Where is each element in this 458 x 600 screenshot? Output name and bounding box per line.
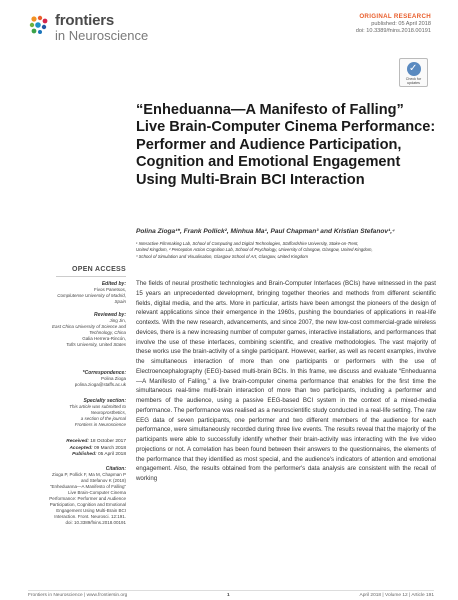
specialty-heading: Specialty section:: [83, 398, 126, 404]
doi[interactable]: doi: 10.3389/fnins.2018.00191: [355, 28, 431, 34]
abstract-text: The fields of neural prosthetic technologies and Brain-Computer Interfaces (BCIs) have witnessed in the past 15 years an unprecedented development, bringing together theories and methods from different scientific fields, digital media, and the arts. More in particular, artists have been amongst the pioneers of the design of relevant applications since their emergence in the 1960s, pushing the boundaries of applications in real-life contexts. With the new research, advancements, and since 2007, the new low-cost commercial-grade wireless devices, there is a new increasing number of computer games, interactive installations, and performances that involve the use of these interfaces, combining scientific, and creative methodologies. The vast majority of these works use the brain-activity of a single participant. However, earlier, as well as recent examples, involve the simultaneous interaction of more than one participants or performers with the use of Electroencephalography (EEG)-based multi-brain BCIs. In this frame, we discuss and evaluate “Enheduanna—A Manifesto of Falling,” a live brain-computer cinema performance that enables for the first time the simultaneous real-time multi-brain interaction of more than two participants, including a performer and members of the audience, using a passive EEG-based BCI system in the context of a mixed-media performance. The performance was realised as a neuroscientific study conducted in a real-life setting. The raw EEG data of seven participants, one performer and two different members of the audience for each performance, were simultaneously recorded during three live events. The results reveal that the majority of the participants were able to successfully identify whether their brain-activity was interacting with the live video projections or not. A correlation has been found between their answers to the questionnaires, the elements of the performance that they identified as most special, and the audience's indicators of attention and emotional engagement. Also, the results obtained from the performer's data analysis are consistent with the recall of working: [136, 280, 436, 482]
specialty-line: Neuroprosthetics,: [90, 410, 126, 415]
sidebar-divider: [56, 276, 126, 277]
published-date: published: 05 April 2018: [371, 20, 431, 27]
citation-heading: Citation:: [105, 466, 126, 472]
citation-line: “Enheduanna—A Manifesto of Falling”: [49, 484, 126, 489]
published-row: Published: 05 April 2018: [72, 452, 126, 457]
reviewed-by-block: [28, 312, 126, 348]
footer-volume: April 2018 | Volume 12 | Article 191: [359, 593, 434, 598]
citation-line: Participation, Cognition and Emotional: [49, 502, 126, 507]
reviewer-affiliation: East China University of Science and: [51, 324, 126, 329]
citation-doi[interactable]: doi: 10.3389/fnins.2018.00191: [65, 520, 126, 525]
correspondent-email[interactable]: polina.zioga@staffs.ac.uk: [74, 382, 126, 387]
citation-line: Live Brain-Computer Cinema: [67, 490, 126, 495]
affiliations: [136, 241, 441, 260]
journal-logo: [28, 12, 178, 50]
correspondence-block: [28, 370, 126, 388]
dates-block: [28, 439, 126, 459]
editor-affiliation: Complutense University of Madrid,: [57, 293, 126, 298]
citation-block: [28, 466, 126, 526]
received-row: Received: 18 October 2017: [66, 439, 126, 444]
article-type: ORIGINAL RESEARCH: [359, 13, 431, 20]
specialty-block: [28, 398, 126, 428]
brand-sub: in Neuroscience: [55, 28, 149, 43]
reviewer-name: Galia Herrera-Rincón,: [82, 336, 126, 341]
affiliation-line: ¹ Interactive Filmmaking Lab, School of Computing and Digital Technologies, Staffordshire University, Stoke-on-Trent,: [136, 241, 359, 246]
editor-country: Spain: [114, 299, 126, 304]
brand-big: frontiers: [55, 12, 115, 29]
accepted-row: Accepted: 09 March 2018: [69, 445, 126, 451]
page-number: 1: [227, 593, 230, 598]
specialty-line: Frontiers in Neuroscience: [74, 422, 126, 427]
badge-label: Check for updates: [405, 77, 422, 85]
citation-line: Performance: Performer and Audience: [49, 496, 126, 501]
author-list: Polina Zioga¹*, Frank Pollick², Minhua Ma¹, Paul Chapman³ and Kristian Stefanov¹,⁴: [136, 228, 395, 235]
reviewed-by-heading: Reviewed by:: [94, 312, 126, 318]
footer-divider: [28, 590, 434, 591]
reviewer-name: Jing Jin,: [109, 318, 126, 323]
open-access-label: OPEN ACCESS: [72, 266, 126, 273]
check-for-updates-badge[interactable]: [399, 58, 428, 87]
checkmark-icon: ✓: [409, 63, 418, 74]
reviewer-affiliation: Technology, China: [89, 330, 126, 335]
specialty-line: a section of the journal: [80, 416, 126, 421]
footer-journal[interactable]: Frontiers in Neuroscience | www.frontiersin.org: [28, 593, 128, 598]
correspondent-name: Polina Zioga: [100, 376, 126, 381]
specialty-line: This article was submitted to: [69, 404, 126, 409]
reviewer-affiliation: Tufts University, United States: [66, 342, 126, 347]
editor-name: Fivos Panetsos,: [93, 287, 126, 292]
citation-line: Zioga P, Pollick F, Ma M, Chapman P: [52, 472, 126, 477]
correspondence-heading: *Correspondence:: [82, 370, 126, 376]
brand-name: [55, 13, 148, 43]
edited-by-heading: Edited by:: [101, 281, 126, 287]
affiliation-line: ³ School of Simulation and Visualisation, Glasgow School of Art, Glasgow, United Kingdom: [136, 253, 308, 259]
citation-line: Interaction. Front. Neurosci. 12:191.: [54, 514, 126, 519]
citation-line: Engagement Using Multi-Brain BCI: [56, 508, 126, 513]
article-meta: [356, 13, 431, 36]
edited-by-block: [28, 281, 126, 305]
article-title: “Enheduanna—A Manifesto of Falling” Live Brain-Computer Cinema Performance: Performer and Audience Participation, Cognition and Emotional Engagement Using Multi-Brain BCI Interaction: [136, 102, 436, 188]
citation-line: and Stefanov K (2018): [80, 478, 126, 483]
frontiers-logo-icon: [28, 14, 50, 36]
affiliation-line: United Kingdom, ² Perception Action Cognition Lab, School of Psychology, University of Glasgow, Glasgow, United Kingdom,: [136, 247, 373, 253]
